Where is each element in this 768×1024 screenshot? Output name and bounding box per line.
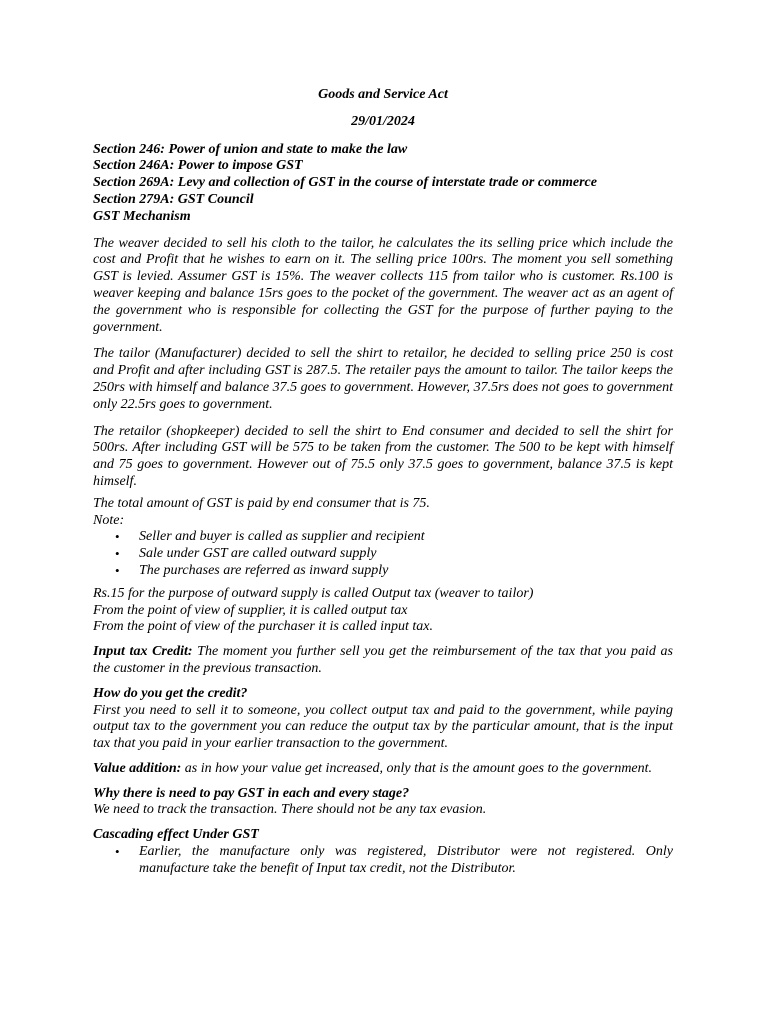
document-date: 29/01/2024: [351, 113, 415, 129]
output-tax-line: Rs.15 for the purpose of outward supply is called Output tax (weaver to tailor): [93, 585, 534, 601]
credit-heading: How do you get the credit?: [93, 685, 248, 701]
paragraph-retailor: The retailor (shopkeeper) decided to sell the shirt to End consumer and decided to sell the shirt for 500rs. After including GST will be 575 to be taken from the customer. The 500 to be kept with himself and 75 goes to government. However out of 75.5 only 37.5 goes to government, balance 37.5 is kept himself.: [93, 423, 673, 489]
list-item-text: Seller and buyer is called as supplier and recipient: [139, 529, 425, 545]
total-gst-line: The total amount of GST is paid by end consumer that is 75.: [93, 495, 430, 511]
purchaser-view-line: From the point of view of the purchaser it is called input tax.: [93, 619, 433, 635]
list-item-text: Earlier, the manufacture only was registered, Distributor were not registered. Only manufacture take the benefit of Input tax credit, not the Distributor.: [139, 844, 673, 876]
paragraph-tailor: The tailor (Manufacturer) decided to sell the shirt to retailor, he decided to selling price 250 is cost and Profit and after including GST is 287.5. The retailer pays the amount to tailor. The tailor keeps the 250rs with himself and balance 37.5 goes to government. However, 37.5rs does not goes to government only 22.5rs goes to government.: [93, 346, 673, 412]
input-tax-credit-label: Input tax Credit:: [93, 644, 193, 660]
section-246a: Section 246A: Power to impose GST: [93, 158, 303, 174]
cascading-bullet-list: [93, 844, 673, 878]
document-content: [93, 87, 673, 884]
list-item-text: The purchases are referred as inward supply: [139, 562, 389, 578]
section-list: [93, 142, 673, 226]
list-item: [93, 563, 673, 580]
value-addition-paragraph: [93, 761, 673, 778]
bullet-icon: •: [115, 562, 120, 578]
cascading-heading: Cascading effect Under GST: [93, 827, 259, 843]
tax-definitions: [93, 586, 673, 636]
value-addition-text: as in how your value get increased, only that is the amount goes to the government.: [181, 760, 653, 776]
note-label: Note:: [93, 512, 125, 528]
list-item: [93, 546, 673, 563]
why-gst-heading: Why there is need to pay GST in each and every stage?: [93, 785, 410, 801]
section-279a: Section 279A: GST Council: [93, 191, 254, 207]
input-tax-credit-text: The moment you further sell you get the reimbursement of the tax that you paid as the customer in the previous transaction.: [93, 644, 673, 676]
section-269a: Section 269A: Levy and collection of GST in the course of interstate trade or commerce: [93, 175, 597, 191]
list-item: [93, 529, 673, 546]
list-item-text: Sale under GST are called outward supply: [139, 546, 377, 562]
list-item: [93, 844, 673, 878]
gst-mechanism-heading: GST Mechanism: [93, 208, 191, 224]
input-tax-credit-paragraph: [93, 644, 673, 678]
credit-paragraph: First you need to sell it to someone, you collect output tax and paid to the government, while paying output tax to the government you can reduce the output tax by the particular amount, that is the input tax that you paid in your earlier transaction to the government.: [93, 702, 673, 752]
value-addition-label: Value addition:: [93, 760, 182, 776]
section-246: Section 246: Power of union and state to make the law: [93, 141, 408, 157]
bullet-icon: •: [115, 529, 120, 545]
note-bullet-list: [93, 529, 673, 579]
document-title: Goods and Service Act: [318, 87, 448, 102]
bullet-icon: •: [115, 844, 120, 860]
paragraph-weaver: The weaver decided to sell his cloth to the tailor, he calculates the its selling price which include the cost and Profit that he wishes to earn on it. The selling price 100rs. The moment you sell something GST is levied. Assumer GST is 15%. The weaver collects 115 from tailor who is customer. Rs.100 is weaver keeping and balance 15rs goes to the pocket of the government. The weaver act as an agent of the government who is responsible for collecting the GST for the purpose of further paying to the government.: [93, 235, 673, 335]
supplier-view-line: From the point of view of supplier, it is called output tax: [93, 602, 408, 618]
bullet-icon: •: [115, 546, 120, 562]
why-gst-text: We need to track the transaction. There should not be any tax evasion.: [93, 802, 487, 818]
